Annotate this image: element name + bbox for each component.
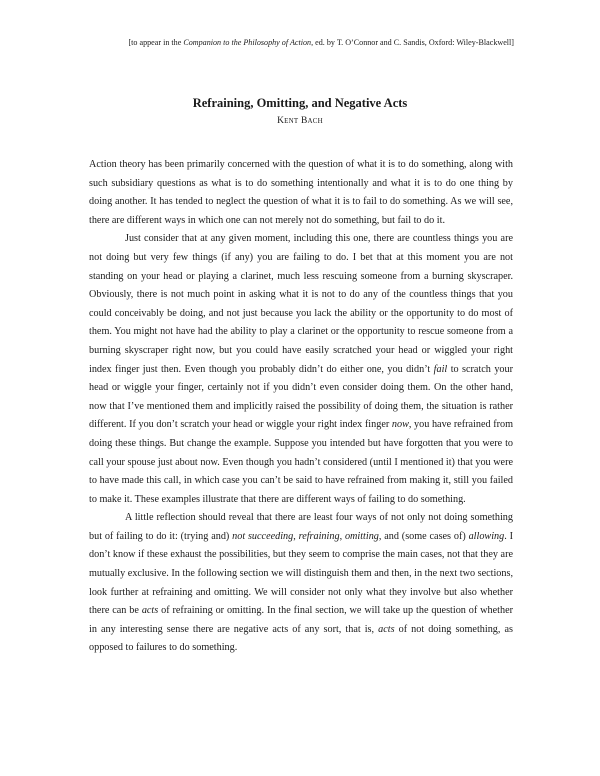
emphasis-text: acts [141, 605, 159, 617]
emphasis-text: acts [378, 623, 395, 635]
text-run: , [339, 530, 345, 542]
text-run: , [293, 530, 299, 542]
paragraph [89, 156, 513, 230]
text-run: A little reflection should reveal that there are least four ways of not only not doing something but of failing to do it: (trying and) [89, 512, 513, 542]
publication-note-post: , ed. by T. O’Connor and C. Sandis, Oxford: Wiley-Blackwell] [311, 38, 514, 47]
emphasis-text: omitting [344, 530, 379, 542]
text-run: of not doing something, as opposed to failures to do something. [89, 623, 513, 654]
emphasis-text: allowing [468, 530, 505, 542]
author-name: Kent Bach [277, 116, 323, 126]
book-title: Companion to the Philosophy of Action [183, 38, 312, 47]
text-run: , and (some cases of) [378, 530, 469, 542]
publication-note-pre: [to appear in the [128, 38, 184, 47]
emphasis-text: not succeeding [232, 530, 294, 542]
text-run: Action theory has been primarily concerned with the question of what it is to do something, along with such subsidiary questions as what is to do something intentionally and what it is to do one thing by doing another. It has tended to neglect the question of what it is to fail to do something. As we will see, there are different ways in which one can not merely not do something, but fail to do it. [89, 159, 513, 226]
emphasis-text: now [391, 419, 409, 431]
text-run: to scratch your head or wiggle your finger, certainly not if you didn’t even consider doing them. On the other hand, now that I’ve mentioned them and implicitly raised the possibility of doing them, the situation is rather different. If you don’t scratch your head or wiggle your right index finger [89, 363, 513, 431]
text-run: , you have refrained from doing these things. But change the example. Suppose you intended but have forgotten that you were to call your spouse just about now. Even though you hadn’t considered (until I mentioned it) that you were to have made this call, in which case you can’t be said to have refrained from making it, still you failed to make it. These examples illustrate that there are different ways of failing to do something. [89, 419, 514, 505]
text-run: of refraining or omitting. In the final section, we will take up the question of whether in any interesting sense there are negative acts of any sort, that is, [89, 605, 513, 635]
emphasis-text: fail [433, 363, 448, 375]
text-run: Just consider that at any given moment, including this one, there are countless things you are not doing but very few things (if any) you are failing to do. I bet that at this moment you are not standing on your head or playing a clarinet, much less rescuing someone from a burning skyscraper. Obviously, there is not much point in asking what it is not to do any of the countless things that you could conceivably be doing, and not just because you lack the ability or the opportunity to do most of them. You might not have had the ability to play a clarinet or the opportunity to rescue someone from a burning skyscraper right now, but you could have easily scratched your head or wiggled your right index finger just then. Even though you probably didn’t do either one, you didn’t [89, 233, 513, 375]
publication-note [60, 38, 514, 47]
emphasis-text: refraining [298, 530, 340, 542]
paragraph [89, 509, 513, 658]
paragraph [89, 230, 513, 509]
body-text [89, 156, 513, 658]
text-run: . I don’t know if these exhaust the possibilities, but they seem to comprise the main cases, not that they are mutually exclusive. In the following section we will distinguish them and then, in the next two sections, look further at refraining and omitting. We will consider not only what they involve but also whether there can be [89, 530, 513, 617]
paper-title: Refraining, Omitting, and Negative Acts [192, 96, 408, 110]
